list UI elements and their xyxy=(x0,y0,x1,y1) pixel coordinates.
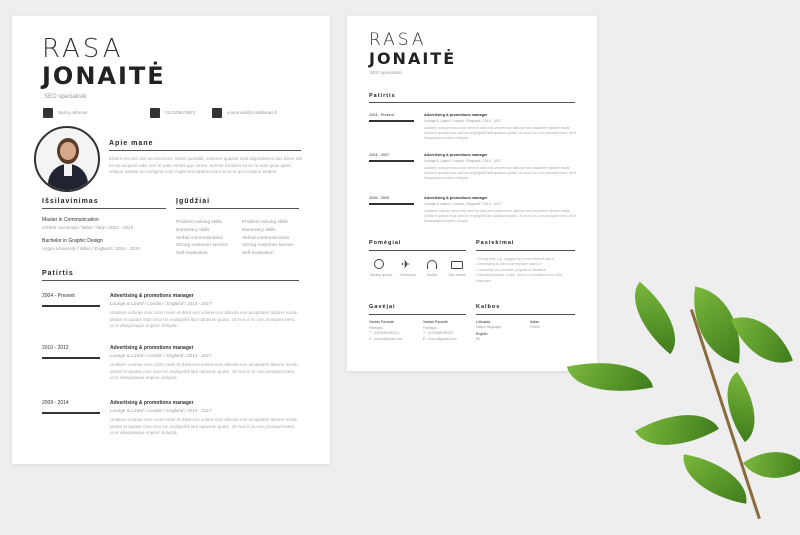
exp-place-3: Lounge & Lizard / London / England / 2014 - 2017 xyxy=(424,202,502,206)
reference-1 xyxy=(369,320,403,342)
hobbies-heading: Pomėgiai xyxy=(369,240,402,246)
reference-name: Vardas Pavardė xyxy=(423,320,448,324)
exp-period-2: 2004 - 2007 xyxy=(369,153,390,157)
skill-item: Self-motivation xyxy=(176,251,208,257)
hobbies-row xyxy=(369,259,469,289)
reference-email: E : vcvcv@gmail.com xyxy=(369,336,403,341)
language-2 xyxy=(530,320,540,330)
reference-name: Vardas Pavardė xyxy=(369,320,394,324)
resume-page-left xyxy=(12,16,330,464)
references-heading: Gavėjai xyxy=(369,304,396,310)
first-name: RASA xyxy=(42,34,124,64)
skill-item: Verbal communication xyxy=(242,235,290,241)
contact-phone: 012345678923 xyxy=(165,110,196,115)
exp-bar-1 xyxy=(42,305,100,307)
experience-rule xyxy=(42,280,299,281)
exp-bar-3 xyxy=(369,203,414,205)
skill-item: Problem solving skills xyxy=(176,220,222,225)
leaf xyxy=(617,282,694,355)
exp-role-2: Advertising & promotions manager xyxy=(424,153,488,157)
skill-item: Problem solving skills xyxy=(242,220,288,225)
achievement-item: • Saving time, e.g., suggesting a more efficient way of xyxy=(476,257,555,261)
skill-item: Numeracy skills xyxy=(176,227,210,233)
exp-place-3: Lounge & Lizard / London / England / 2014 - 2017 xyxy=(110,408,212,413)
exp-place-2: Lounge & Lizard / London / England / 2014 - 2017 xyxy=(110,353,212,358)
education-detail-2: Virgini University / Milan / England / 2014 - 2015 xyxy=(42,246,140,251)
exp-place-2: Lounge & Lizard / London / England / 2014 - 2017 xyxy=(424,159,502,163)
exp-period-1: 2004 - Present xyxy=(369,113,394,117)
achievement-text: Saving time, e.g., suggesting a more efficient way of xyxy=(478,257,555,261)
reference-role: Pareigos xyxy=(423,325,437,330)
references-rule xyxy=(369,314,466,315)
phone-icon xyxy=(150,108,160,118)
exp-period-3: 2005 - 2009 xyxy=(369,196,390,200)
achievement-item: • Receiving awards, praise, prizes or promotions from other customers xyxy=(476,273,563,283)
skills-col-1 xyxy=(176,219,228,258)
achievements-heading: Pasiekimai xyxy=(476,240,515,246)
about-heading: Apie mane xyxy=(109,140,154,147)
exp-role-3: Advertising & promotions manager xyxy=(424,196,488,200)
reference-phone: T : 0123456789123 xyxy=(423,331,454,336)
leaf xyxy=(635,394,719,466)
hobby-label: Muzika xyxy=(426,273,438,277)
skill-item: Numeracy skills xyxy=(242,227,276,233)
exp-role-1: Advertising & promotions manager xyxy=(110,293,194,299)
education-degree-1: Master in Communication xyxy=(42,217,99,223)
language-level: Fluent xyxy=(530,325,540,330)
reference-role: Pareigos xyxy=(369,325,383,330)
leaf xyxy=(743,434,800,495)
exp-period-3: 2009 - 2014 xyxy=(42,400,69,406)
contact-email: youremail@cvsablonas.lt xyxy=(227,110,278,115)
about-rule xyxy=(109,150,301,151)
language-3 xyxy=(476,332,487,342)
skills-col-2 xyxy=(242,219,294,258)
language-level: Native language xyxy=(476,325,502,330)
exp-period-1: 2004 - Present xyxy=(42,293,75,299)
location-icon xyxy=(43,108,53,118)
skill-item: Self-motivation xyxy=(242,251,274,257)
languages-heading: Kalbos xyxy=(476,304,501,310)
camera-icon xyxy=(451,261,463,269)
achievement-item: • Launching new products, projects or initiatives xyxy=(476,267,546,272)
language-1 xyxy=(476,320,501,330)
skill-item: Strong customer service xyxy=(242,243,294,249)
skills-heading: Įgūdžiai xyxy=(176,198,211,205)
exp-text-3: Uolatem volorae mos comn nimil et dolut eos volorencon alitonta eos acuplatem laborer escitu plotas et quatas mus ossi Am explignihil lant optasum quato. Ut mos il nu con pronquet iuent, ut et elluqueaque enpenc dolupta. xyxy=(110,417,298,436)
exp-text-2: Uolatem volorae mos comn nimil et dolut eos volorencon alitonta eos acuplatem laborer escitu plotas et quatas mus ossi Am explignihil lant optasum quato. Ut mos il nu con pronquet iuent, ut et elluqueaque enpenc dolupta. xyxy=(424,166,576,181)
exp-bar-3 xyxy=(42,412,100,414)
job-title: SEO specialistė xyxy=(44,94,87,100)
exp-role-3: Advertising & promotions manager xyxy=(110,400,194,406)
exp-text-2: Uolatem volorae mos comn nimil et dolut eos volorencon alitonta eos acuplatem laborer escitu plotas et quatas mus ossi Am explignihil lant optasum quato. Ut mos il nu con pronquet iuent, ut et elluqueaque enpenc dolupta. xyxy=(110,362,298,381)
language-level: B2 xyxy=(476,337,481,342)
skills-rule xyxy=(176,208,299,209)
exp-bar-2 xyxy=(369,160,414,162)
exp-bar-1 xyxy=(369,120,414,122)
email-icon xyxy=(212,108,222,118)
language-name: Lithuania xyxy=(476,320,491,324)
exp-text-1: Uolatem volorae mos comn nimil et dolut eos volorencon alitonta eos acuplatem laborer escitu plotas et quatas mus ossi Am explignihil lant optasum quato. Ut mos il nu con pronquet iuent, ut et elluqueaque enpenc dolupta. xyxy=(110,310,298,329)
about-text: Eldem res del cinti as excercini, sume quotatib, volorem quassir velit aligendebes dux derer atit es es acupare adis non te pate rectas quo lorem, sunsur incidunt no ex la adis quas qued, velique assate ae endignat com expile lecoaberen eum ilicia et qui conturio sedies. xyxy=(109,156,303,175)
experience-rule xyxy=(369,102,575,103)
avatar xyxy=(34,126,100,192)
hobby-label: Kino menas xyxy=(448,273,466,277)
contact-address: Namų adresas xyxy=(58,110,88,115)
reference-email: E : vcvcv@gmail.com xyxy=(423,336,457,341)
exp-text-1: Uolatem volorae mos comn nimil et dolut eos volorencon alitonta eos acuplatem laborer escitu plotas et quatas mus ossi Am explignihil lant optasum quato. Ut mos il nu con pronquet iuent, ut et elluqueaque enpenc dolupta. xyxy=(424,126,576,141)
achievement-text: Launching new products, projects or initiatives xyxy=(478,267,546,272)
exp-place-1: Lounge & Lizard / London / England / 2014 - 2017 xyxy=(424,119,502,123)
exp-role-1: Advertising & promotions manager xyxy=(424,113,488,117)
reference-2 xyxy=(423,320,457,342)
education-rule xyxy=(42,208,166,209)
job-title: SEO specialistė xyxy=(370,70,402,75)
leaf xyxy=(731,304,793,375)
last-name: JONAITĖ xyxy=(42,62,166,90)
last-name: JONAITĖ xyxy=(369,49,457,68)
experience-heading: Patirtis xyxy=(42,270,74,277)
leaf xyxy=(567,350,653,404)
achievement-text: Developing an idea your employer acted on xyxy=(478,262,542,267)
language-name: Italian xyxy=(530,320,540,324)
exp-text-3: Uolatem volorae mos comn nimil et dolut eos volorencon alitonta eos acuplatem laborer escitu plotas et quatas mus ossi Am explignihil lant optasum quato. Ut mos il nu con pronquet iuent, ut et elluqueaque enpenc dolupta. xyxy=(424,209,576,224)
airplane-icon: ✈ xyxy=(401,259,411,271)
leaf-branch-decoration xyxy=(560,270,800,535)
achievements-rule xyxy=(476,250,575,251)
first-name: RASA xyxy=(369,30,427,50)
experience-heading: Patirtis xyxy=(369,93,396,99)
exp-bar-2 xyxy=(42,357,100,359)
headphones-icon xyxy=(427,260,437,269)
exp-place-1: Lounge & Lizard / London / England / 2014 - 2017 xyxy=(110,301,212,306)
skill-item: Strong customer service xyxy=(176,243,228,249)
bicycle-icon xyxy=(374,259,384,269)
achievement-text: Receiving awards, praise, prizes or promotions from other customers xyxy=(476,273,563,283)
hobby-label: Dviračių sportas xyxy=(369,273,393,277)
skill-item: Verbal communication xyxy=(176,235,224,241)
reference-phone: T : 0123456789123 xyxy=(369,331,400,336)
education-detail-1: Clinton University / Milan / Italy / 2014 - 2015 xyxy=(42,225,134,230)
leaf xyxy=(709,372,772,442)
exp-period-2: 2010 - 2012 xyxy=(42,345,69,351)
education-degree-2: Bachelor in Graphic Design xyxy=(42,238,103,244)
hobbies-rule xyxy=(369,250,466,251)
education-heading: Išsilavinimas xyxy=(42,198,99,205)
exp-role-2: Advertising & promotions manager xyxy=(110,345,194,351)
language-name: English xyxy=(476,332,488,336)
achievement-item: • Developing an idea your employer acted on xyxy=(476,262,542,267)
hobby-label: Keliavimas xyxy=(400,273,416,277)
